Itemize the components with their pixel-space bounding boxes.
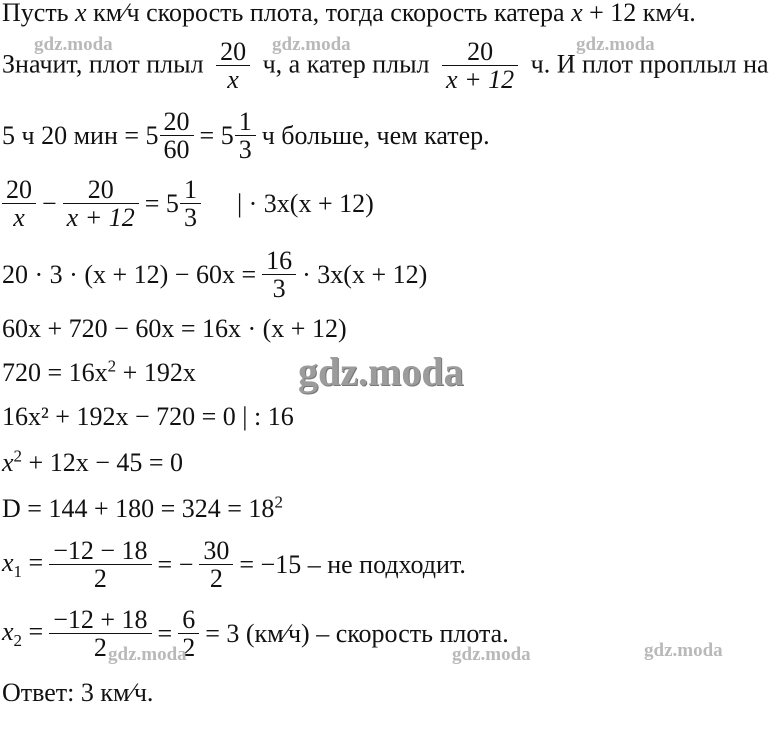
watermark: gdz.moda xyxy=(452,644,531,665)
line-11: $x_1$ = $\frac{-12 - 18}{2}$ = − $\frac{30}{2}$ = −15 – не подходит. xyxy=(2,536,466,594)
text: = 3 (км⁄ч) – скорость плота. xyxy=(205,619,509,649)
text: ч. И плот проплыл на xyxy=(530,49,769,79)
text: = − xyxy=(157,550,194,580)
line-8: 16x² + 192x − 720 = 0 | : 16 xyxy=(2,402,294,431)
line-10: $D = 144 + 180 = 324 = 18^2$ xyxy=(2,492,283,523)
fraction: $\frac{6}{2}$ xyxy=(178,606,199,663)
fraction: $\frac{20}{60}$ xyxy=(160,108,194,165)
text: − xyxy=(42,189,57,219)
text: км⁄ч скорость плота, тогда скорость катера xyxy=(86,0,572,27)
text: ч, а катер плыл xyxy=(262,49,430,79)
fraction: $\frac{16}{3}$ xyxy=(262,247,296,304)
watermark: gdz.moda xyxy=(272,34,351,55)
line-7: $720 = 16x^2 + 192x$ xyxy=(2,356,196,387)
text: Пусть xyxy=(2,0,76,27)
line-1 xyxy=(2,0,696,26)
watermark: gdz.moda xyxy=(576,34,655,55)
line-12: $x_2$ = $\frac{-12 + 18}{2}$ = $\frac{6}{2}$ = 3 (км⁄ч) – скорость плота. xyxy=(2,605,509,663)
text: ч больше, чем катер. xyxy=(261,121,490,151)
text: 20 · 3 · (x + 12) − 60x = xyxy=(2,260,257,290)
text: | · 3x(x + 12) xyxy=(236,189,374,219)
watermark: gdz.moda xyxy=(34,34,113,55)
watermark: gdz.moda xyxy=(108,644,187,665)
fraction: $\frac{20}{x + 12}$ xyxy=(442,38,518,95)
fraction: $\frac{30}{2}$ xyxy=(199,537,233,594)
text: + 12 км⁄ч. xyxy=(582,0,696,27)
fraction: $\frac{20}{x}$ xyxy=(2,176,36,233)
text: 5 ч 20 мин = 5 xyxy=(2,121,159,151)
fraction: $\frac{1}{3}$ xyxy=(235,108,256,165)
line-4 xyxy=(2,176,374,233)
text: = xyxy=(157,619,173,649)
text: = 5 xyxy=(144,189,179,219)
line-6: 60x + 720 − 60x = 16x · (x + 12) xyxy=(2,314,347,343)
answer-line: Ответ: 3 км⁄ч. xyxy=(2,678,154,707)
var-x: x xyxy=(75,0,87,27)
text: Значит, плот плыл xyxy=(2,49,204,79)
line-3 xyxy=(2,108,490,165)
var-x: x xyxy=(571,0,583,27)
fraction: $\frac{-12 - 18}{2}$ xyxy=(49,537,151,594)
line-5 xyxy=(2,247,427,304)
watermark: gdz.moda xyxy=(644,640,723,661)
fraction: $\frac{1}{3}$ xyxy=(180,176,201,233)
text: = 5 xyxy=(199,121,234,151)
watermark: gdz.moda xyxy=(298,349,464,394)
fraction: $\frac{-12 + 18}{2}$ xyxy=(49,606,151,663)
text: = −15 – не подходит. xyxy=(239,550,466,580)
fraction: $\frac{20}{x}$ xyxy=(216,38,250,95)
text: · 3x(x + 12) xyxy=(302,260,428,290)
fraction: $\frac{20}{x + 12}$ xyxy=(63,176,139,233)
line-9: $x^2 + 12x - 45 = 0$ xyxy=(2,446,184,477)
